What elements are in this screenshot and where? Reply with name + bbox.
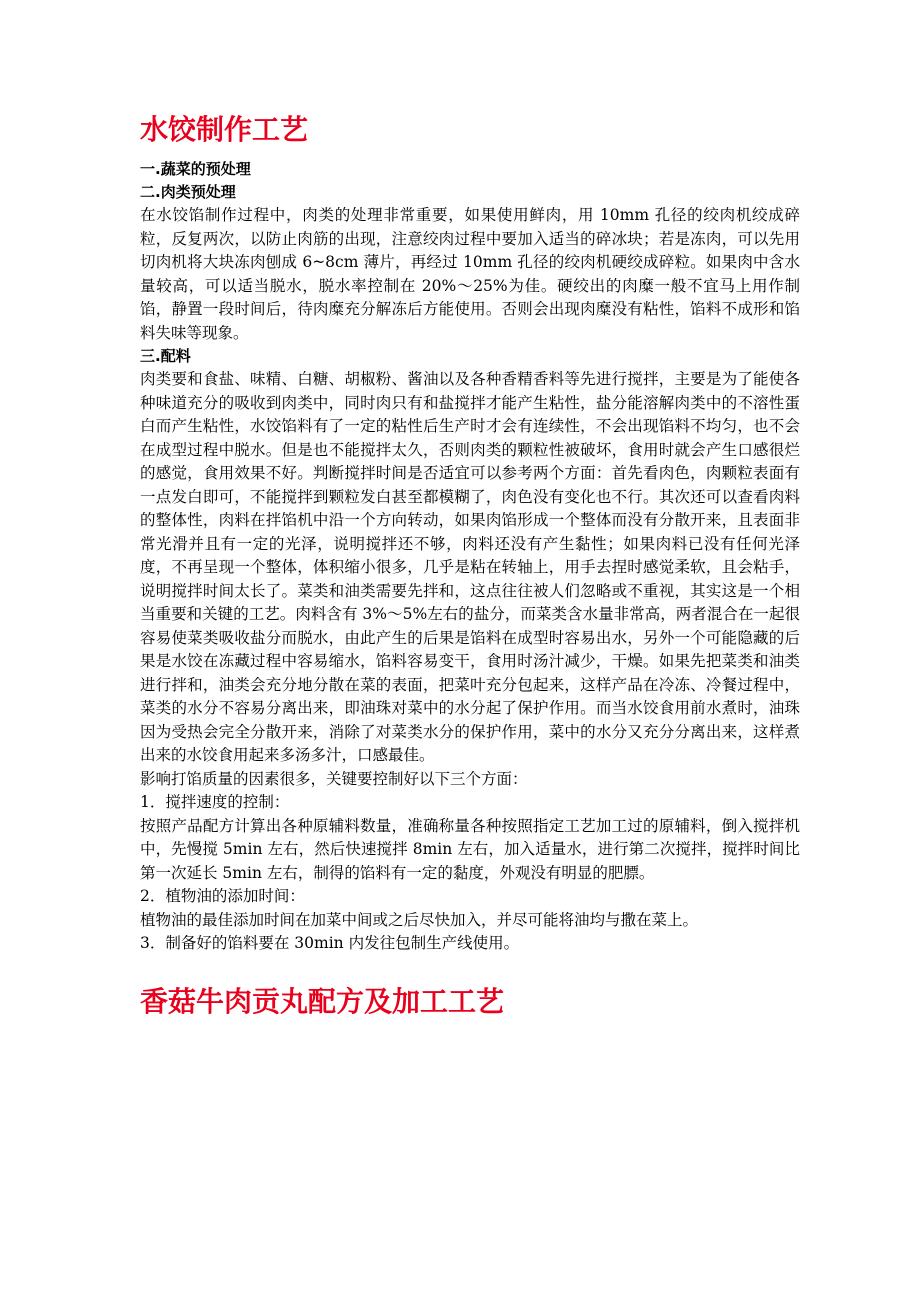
factor-1-title: 1．搅拌速度的控制： [140, 793, 290, 811]
factor-3-title: 3．制备好的馅料要在 30min 内发往包制生产线使用。 [140, 934, 520, 952]
paragraph-mixing: 肉类要和食盐、味精、白糖、胡椒粉、酱油以及各种香精香料等先进行搅拌，主要是为了能使各种味道充分的吸收到肉类中，同时肉只有和盐搅拌才能产生粘性，盐分能溶解肉类中的不溶性蛋白而产生粘性，水饺馅料有了一定的粘性后生产时才会有连续性，不会出现馅料不均匀，也不会在成型过程中脱水。但是也不能搅拌太久，否则肉类的颗粒性被破坏，食用时就会产生口感很烂的感觉，食用效果不好。判断搅拌时间是否适宜可以参考两个方面：首先看肉色，肉颗粒表面有一点发白即可，不能搅拌到颗粒发白甚至都模糊了，肉色没有变化也不行。其次还可以查看肉料的整体性，肉料在拌馅机中沿一个方向转动，如果肉馅形成一个整体而没有分散开来，且表面非常光滑并且有一定的光泽，说明搅拌还不够，肉料还没有产生黏性；如果肉料已没有任何光泽度，不再呈现一个整体，体积缩小很多，几乎是粘在转轴上，用手去捏时感觉柔软，且会粘手，说明搅拌时间太长了。菜类和油类需要先拌和，这点往往被人们忽略或不重视，其实这是一个相当重要和关键的工艺。肉料含有 3%～5%左右的盐分，而菜类含水量非常高，两者混合在一起很容易使菜类吸收盐分而脱水，由此产生的后果是馅料在成型时容易出水，另外一个可能隐藏的后果是水饺在冻藏过程中容易缩水，馅料容易变干，食用时汤汁减少，干燥。如果先把菜类和油类进行拌和，油类会充分地分散在菜的表面，把菜叶充分包起来，这样产品在冷冻、冷餐过程中，菜类的水分不容易分离出来，即油珠对菜中的水分起了保护作用。而当水饺食用前水煮时，油珠因为受热会完全分散开来，消除了对菜类水分的保护作用，菜中的水分又充分分离出来，这样煮出来的水饺食用起来多汤多汁，口感最佳。 [140, 370, 800, 764]
heading-ingredients: 三.配料 [140, 347, 191, 365]
heading-vegetable-prep: 一.蔬菜的预处理 [140, 160, 251, 178]
document-page [140, 110, 800, 1030]
factor-1-text: 按照产品配方计算出各种原辅料数量，准确称量各种按照指定工艺加工过的原辅料，倒入搅拌机中，先慢搅 5min 左右，然后快速搅拌 8min 左右，加入适量水，进行第二次搅拌，搅拌时间比第一次延长 5min 左右，制得的馅料有一定的黏度，外观没有明显的肥膘。 [140, 816, 800, 882]
paragraph-factors: 影响打馅质量的因素很多，关键要控制好以下三个方面： [140, 769, 528, 788]
factor-2-text: 植物油的最佳添加时间在加菜中间或之后尽快加入，并尽可能将油均与撒在菜上。 [140, 910, 699, 929]
paragraph-meat-prep: 在水饺馅制作过程中，肉类的处理非常重要，如果使用鲜肉，用 10mm 孔径的绞肉机绞成碎粒，反复两次，以防止肉筋的出现，注意绞肉过程中要加入适当的碎冰块；若是冻肉，可以先用切肉机将大块冻肉刨成 6~8cm 薄片，再经过 10mm 孔径的绞肉机硬绞成碎粒。如果肉中含水量较高，可以适当脱水，脱水率控制在 20%～25%为佳。硬绞出的肉糜一般不宜马上用作制馅，静置一段时间后，待肉糜充分解冻后方能使用。否则会出现肉糜没有粘性，馅料不成形和馅料失味等现象。 [140, 206, 800, 342]
section-title-dumpling: 水饺制作工艺 [140, 113, 309, 146]
section-title-beef-ball: 香菇牛肉贡丸配方及加工工艺 [140, 984, 505, 1018]
factor-2-title: 2．植物油的添加时间： [140, 887, 305, 905]
heading-meat-prep: 二.肉类预处理 [140, 183, 236, 201]
